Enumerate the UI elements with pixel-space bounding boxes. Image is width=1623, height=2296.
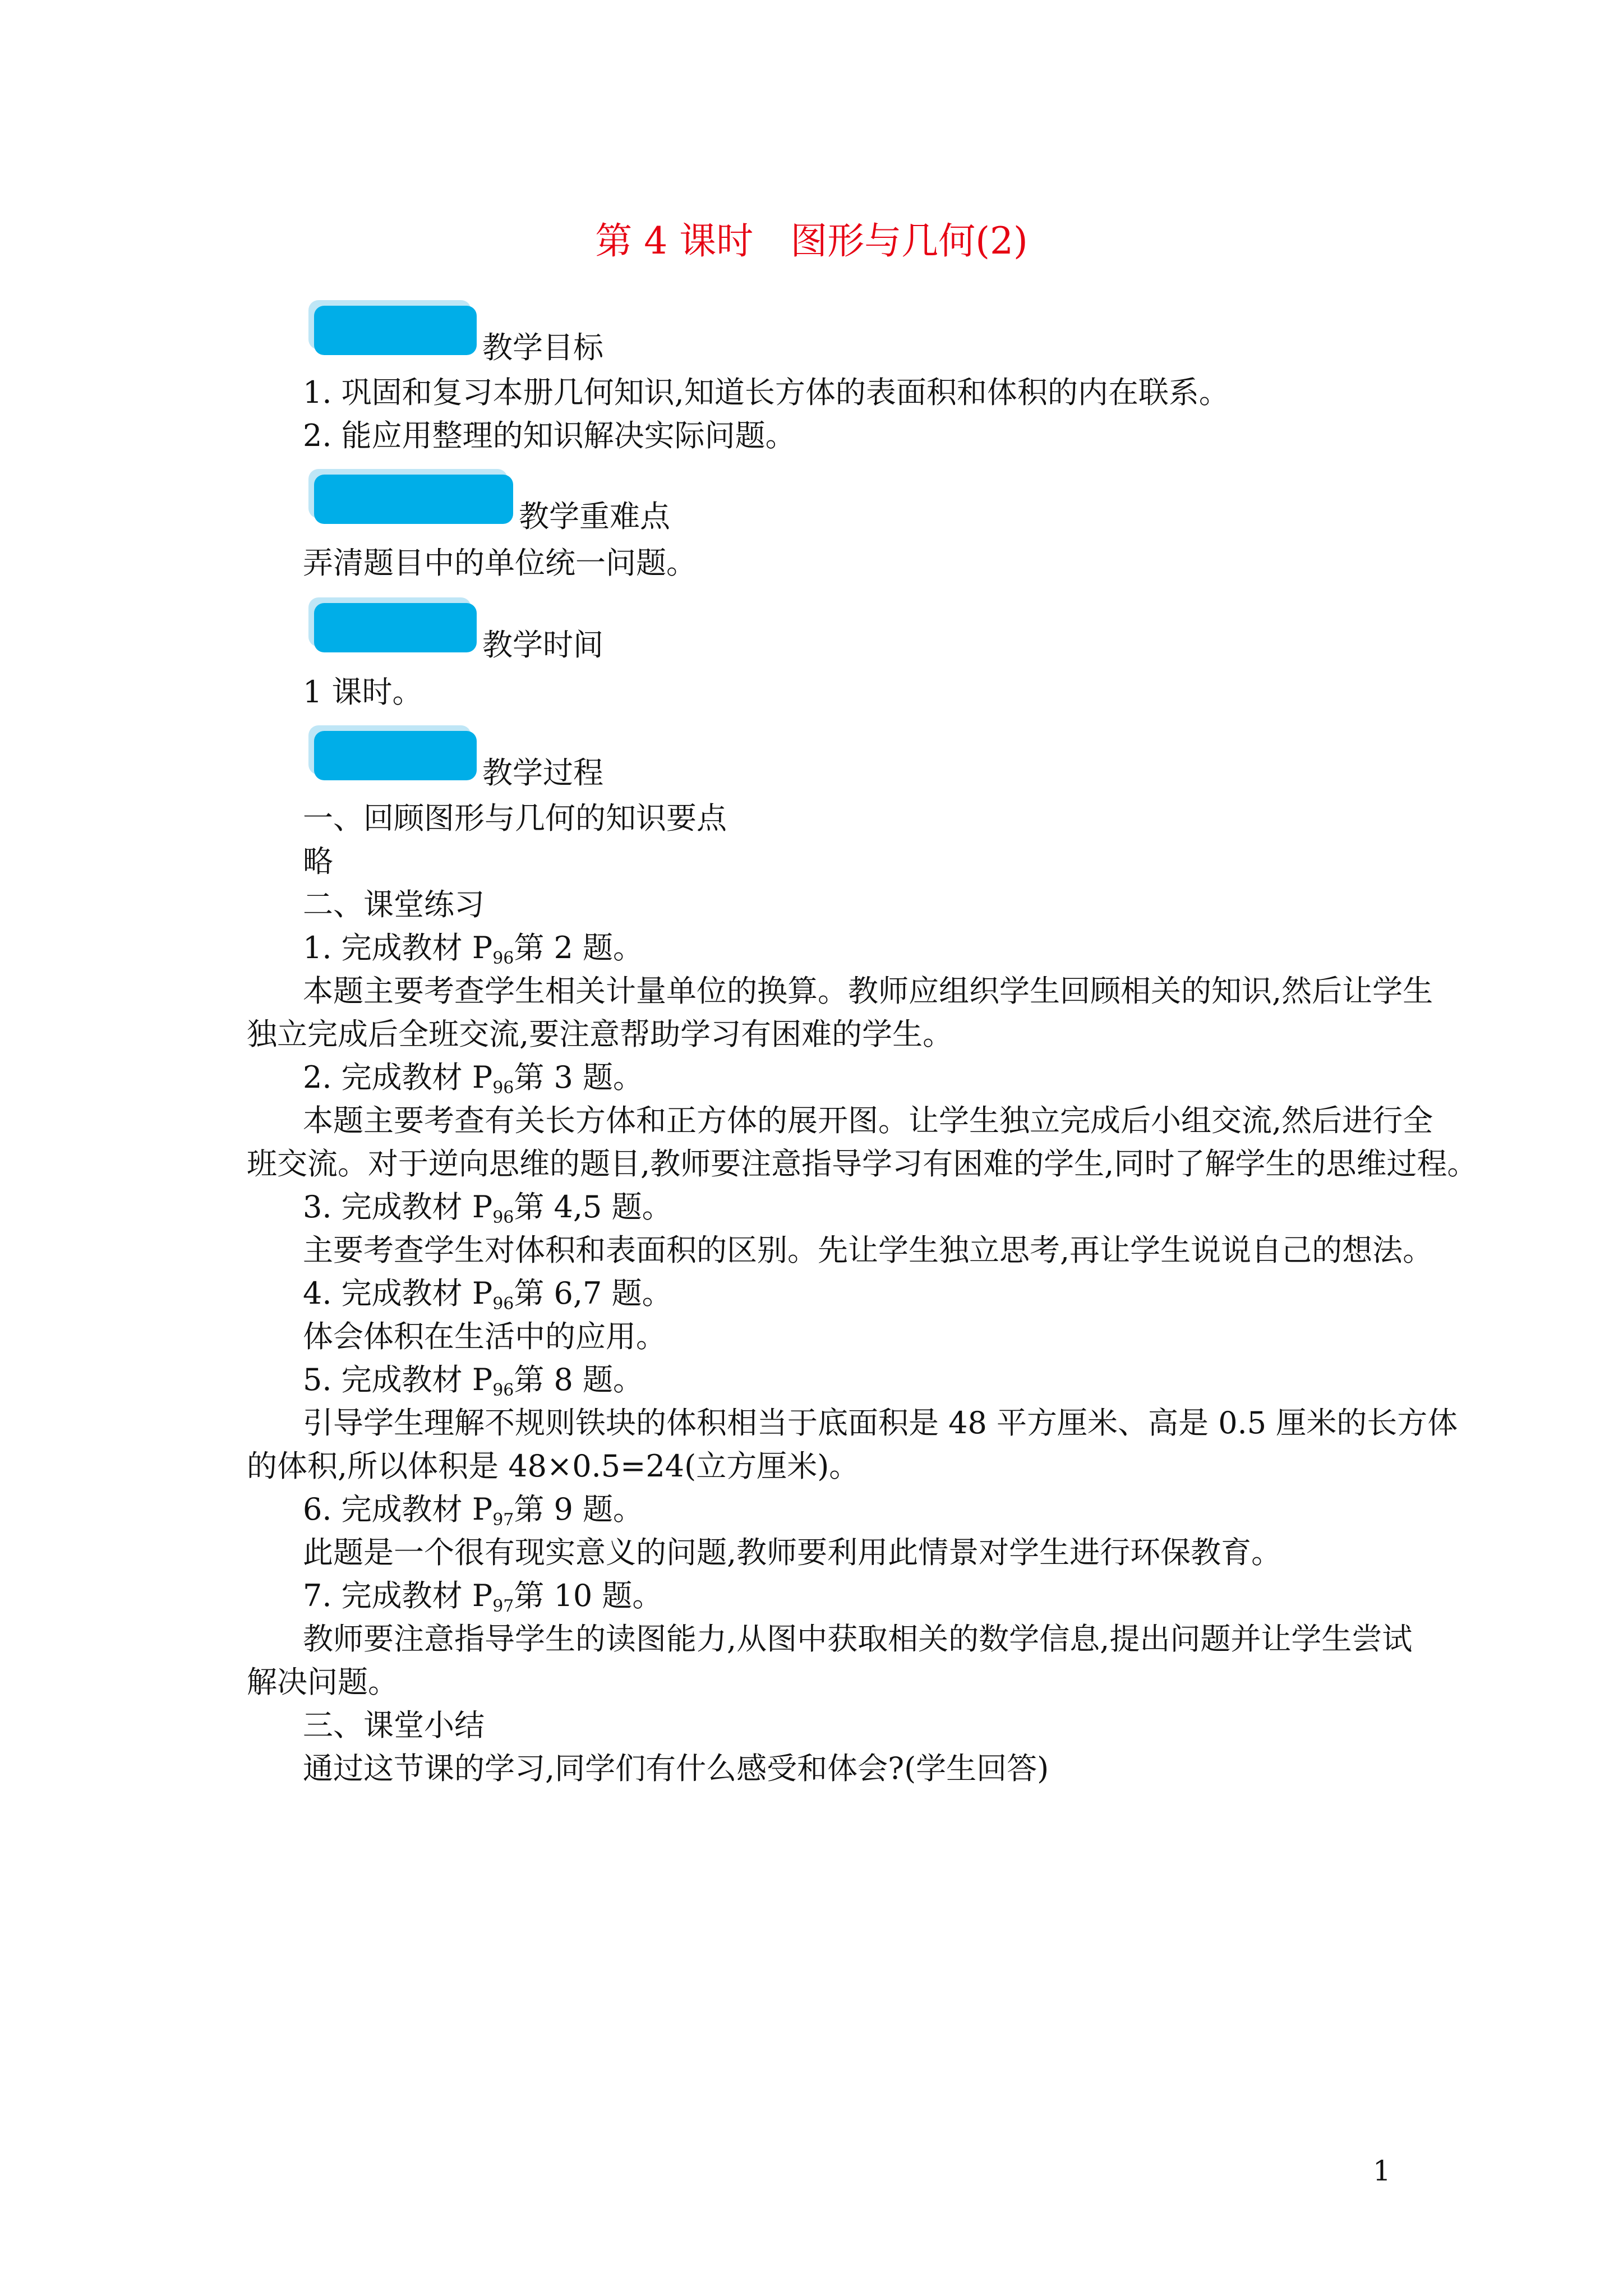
- exercise-suffix: 第 10 题。: [514, 1578, 663, 1613]
- goal-item-1: 1. 巩固和复习本册几何知识,知道长方体的表面积和体积的内在联系。: [303, 375, 1229, 410]
- exercise-6-desc-line1: 此题是一个很有现实意义的问题,教师要利用此情景对学生进行环保教育。: [303, 1535, 1282, 1570]
- exercise-1-desc-line2: 独立完成后全班交流,要注意帮助学习有困难的学生。: [247, 1016, 953, 1052]
- exercise-suffix: 第 6,7 题。: [514, 1276, 672, 1311]
- heading-tab-decoration: [314, 475, 513, 524]
- exercise-prefix: 1. 完成教材 P: [303, 930, 493, 965]
- exercise-4-desc-line1: 体会体积在生活中的应用。: [303, 1319, 666, 1354]
- exercise-4-title: [303, 1274, 672, 1313]
- exercise-7-desc-line1: 教师要注意指导学生的读图能力,从图中获取相关的数学信息,提出问题并让学生尝试: [303, 1621, 1413, 1657]
- textbook-page-subscript: 96: [492, 949, 514, 968]
- key-points-text: 弄清题目中的单位统一问题。: [303, 545, 697, 581]
- exercise-7-title: [303, 1576, 662, 1616]
- heading-label: 教学重难点: [519, 499, 670, 534]
- page-number: 1: [1373, 2155, 1391, 2187]
- exercise-prefix: 7. 完成教材 P: [303, 1578, 493, 1613]
- time-text: 1 课时。: [303, 674, 423, 710]
- heading-tab-decoration: [314, 603, 477, 652]
- textbook-page-subscript: 96: [492, 1208, 514, 1227]
- exercise-5-title: [303, 1360, 643, 1400]
- section-heading-time: [314, 603, 651, 665]
- heading-tab-decoration: [314, 731, 477, 780]
- exercise-suffix: 第 3 题。: [514, 1060, 644, 1095]
- textbook-page-subscript: 97: [492, 1596, 514, 1616]
- textbook-page-subscript: 96: [492, 1294, 514, 1314]
- heading-tab-decoration: [314, 306, 477, 355]
- page-title: 第 4 课时 图形与几何(2): [595, 219, 1028, 263]
- process-part1-title: 一、回顾图形与几何的知识要点: [303, 800, 727, 836]
- textbook-page-subscript: 97: [492, 1510, 514, 1530]
- exercise-suffix: 第 2 题。: [514, 930, 644, 965]
- exercise-3-desc-line1: 主要考查学生对体积和表面积的区别。先让学生独立思考,再让学生说说自己的想法。: [303, 1232, 1433, 1268]
- exercise-prefix: 6. 完成教材 P: [303, 1492, 493, 1527]
- exercise-7-desc-line2: 解决问题。: [247, 1664, 398, 1700]
- exercise-1-title: [303, 928, 643, 968]
- exercise-prefix: 3. 完成教材 P: [303, 1189, 493, 1225]
- exercise-suffix: 第 4,5 题。: [514, 1189, 672, 1225]
- exercise-prefix: 4. 完成教材 P: [303, 1276, 493, 1311]
- section-heading-goals: [314, 306, 651, 367]
- exercise-6-title: [303, 1490, 643, 1529]
- heading-label: 教学过程: [482, 755, 603, 790]
- section-heading-key-points: [314, 475, 707, 536]
- textbook-page-subscript: 96: [492, 1381, 514, 1400]
- exercise-3-title: [303, 1188, 672, 1227]
- exercise-2-desc-line2: 班交流。对于逆向思维的题目,教师要注意指导学习有困难的学生,同时了解学生的思维过程。: [247, 1146, 1478, 1181]
- process-part2-title: 二、课堂练习: [303, 887, 485, 922]
- exercise-suffix: 第 9 题。: [514, 1492, 644, 1527]
- process-part3-text: 通过这节课的学习,同学们有什么感受和体会?(学生回答): [303, 1751, 1049, 1786]
- exercise-prefix: 2. 完成教材 P: [303, 1060, 493, 1095]
- exercise-suffix: 第 8 题。: [514, 1362, 644, 1397]
- process-part1-text: 略: [303, 844, 333, 879]
- exercise-prefix: 5. 完成教材 P: [303, 1362, 493, 1397]
- section-heading-process: [314, 731, 651, 793]
- exercise-2-desc-line1: 本题主要考查有关长方体和正方体的展开图。让学生独立完成后小组交流,然后进行全: [303, 1103, 1433, 1138]
- goal-item-2: 2. 能应用整理的知识解决实际问题。: [303, 418, 796, 453]
- exercise-1-desc-line1: 本题主要考查学生相关计量单位的换算。教师应组织学生回顾相关的知识,然后让学生: [303, 973, 1433, 1009]
- exercise-2-title: [303, 1058, 643, 1097]
- process-part3-title: 三、课堂小结: [303, 1708, 485, 1743]
- exercise-5-desc-line2: 的体积,所以体积是 48×0.5=24(立方厘米)。: [247, 1448, 860, 1484]
- heading-label: 教学目标: [482, 330, 603, 365]
- heading-label: 教学时间: [482, 627, 603, 662]
- exercise-5-desc-line1: 引导学生理解不规则铁块的体积相当于底面积是 48 平方厘米、高是 0.5 厘米的长方体: [303, 1405, 1458, 1441]
- textbook-page-subscript: 96: [492, 1078, 514, 1098]
